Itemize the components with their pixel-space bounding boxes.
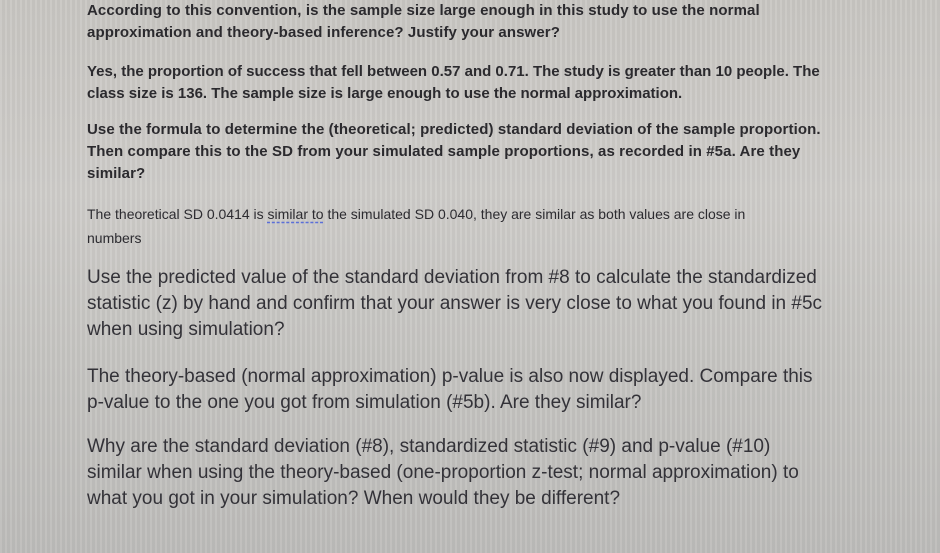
question-why-similar: [87, 434, 799, 512]
question-line: approximation and theory-based inference? Justify your answer?: [87, 24, 560, 41]
answer-line: Yes, the proportion of success that fell between 0.57 and 0.71. The study is greater than 10 people. The: [87, 63, 820, 80]
answer-line: [87, 202, 745, 226]
question-line: what you got in your simulation? When would they be different?: [87, 488, 621, 509]
answer-text-after: the simulated SD 0.040, they are similar as both values are close in: [323, 206, 746, 222]
question-pvalue-comparison: [87, 364, 813, 416]
question-line: According to this convention, is the sample size large enough in this study to use the normal: [87, 2, 760, 19]
spellcheck-underlined-phrase[interactable]: similar to: [267, 206, 324, 222]
answer-line: numbers: [87, 230, 142, 246]
question-line: when using simulation?: [87, 319, 285, 340]
question-line: similar when using the theory-based (one-proportion z-test; normal approximation) to: [87, 462, 799, 483]
question-line: Why are the standard deviation (#8), standardized statistic (#9) and p-value (#10): [87, 436, 771, 457]
answer-text-before: The theoretical SD 0.0414 is: [87, 206, 268, 222]
question-line: Use the formula to determine the (theoretical; predicted) standard deviation of the sample proportion.: [87, 121, 821, 138]
question-line: Then compare this to the SD from your simulated sample proportions, as recorded in #5a. Are they: [87, 143, 801, 160]
answer-sample-size-convention: [87, 61, 820, 105]
question-theoretical-sd: [87, 119, 821, 185]
question-standardized-statistic: [87, 265, 822, 343]
question-line: similar?: [87, 165, 146, 182]
question-line: statistic (z) by hand and confirm that your answer is very close to what you found in #5c: [87, 293, 823, 314]
answer-theoretical-sd: [87, 202, 745, 250]
question-line: p-value to the one you got from simulation (#5b). Are they similar?: [87, 392, 642, 413]
answer-line: class size is 136. The sample size is large enough to use the normal approximation.: [87, 85, 683, 102]
question-line: Use the predicted value of the standard deviation from #8 to calculate the standardized: [87, 267, 817, 288]
question-line: The theory-based (normal approximation) p-value is also now displayed. Compare this: [87, 366, 813, 387]
question-sample-size-convention: [87, 0, 760, 44]
